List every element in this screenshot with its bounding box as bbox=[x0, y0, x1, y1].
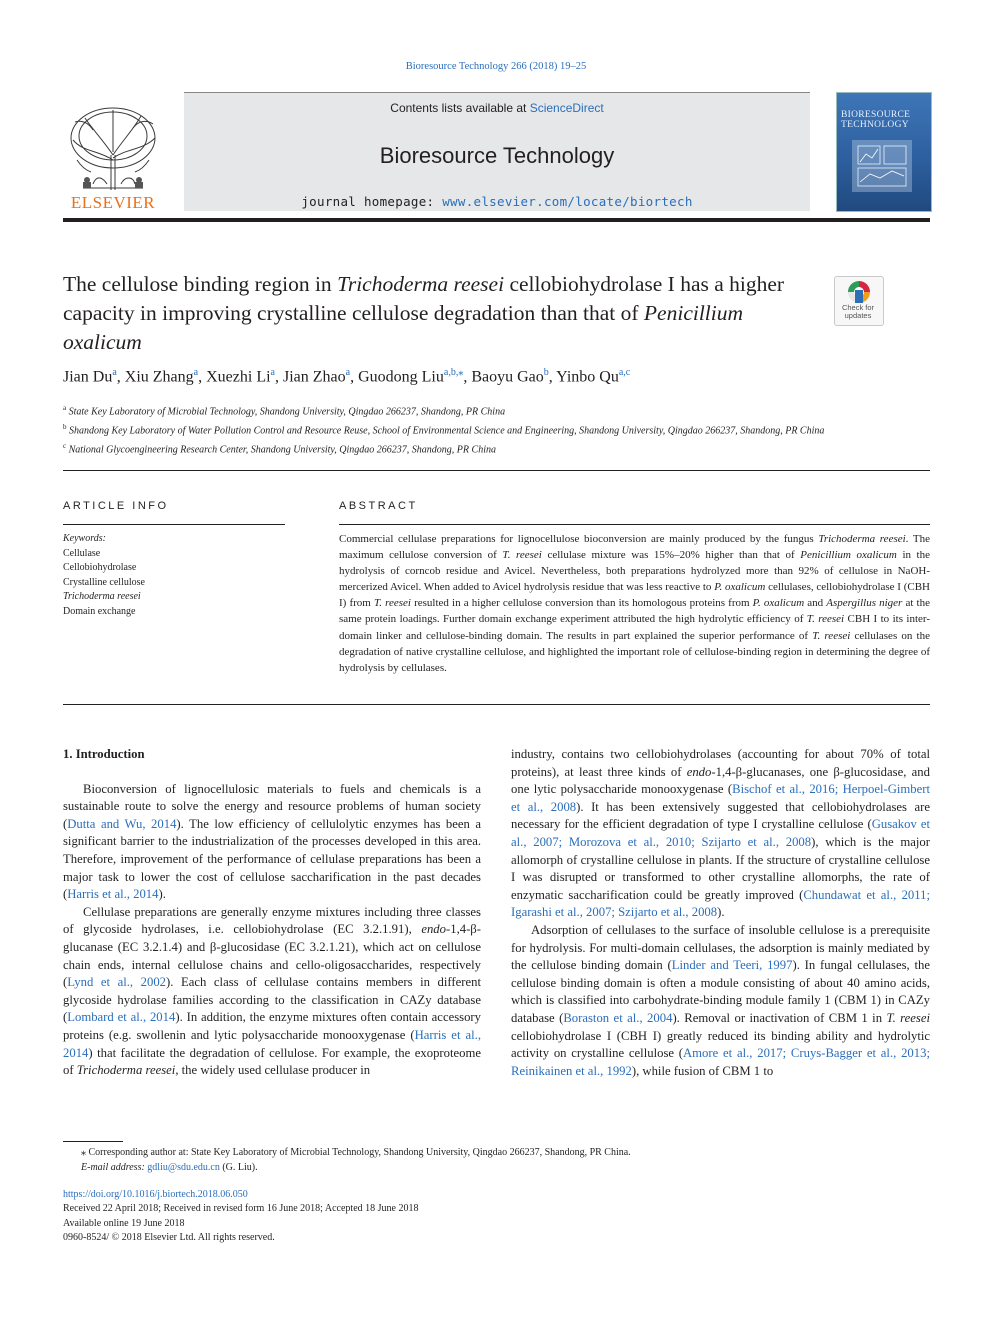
italic-run: Trichoderma reesei bbox=[818, 533, 906, 545]
author-name[interactable]: Xiu Zhang bbox=[124, 368, 194, 386]
text-run: cellulase mixture was 15%–20% higher than that of bbox=[541, 549, 801, 562]
body-column-right bbox=[511, 746, 930, 1080]
affiliation-text: National Glycoengineering Research Center, Shandong University, Qingdao 266237, Shandong, PR China bbox=[66, 443, 496, 455]
italic-run: endo bbox=[686, 764, 712, 779]
author-list bbox=[63, 367, 930, 386]
italic-run: endo bbox=[421, 922, 446, 937]
affiliation-item bbox=[63, 439, 843, 458]
sciencedirect-link[interactable]: ScienceDirect bbox=[529, 101, 604, 115]
text-run: ) that facilitate the degradation of cellulose. For example, the exoproteome of bbox=[63, 1045, 481, 1078]
text-run: at the same protein loadings. Further domain exchange experiment attributed the high hydrolytic efficiency of bbox=[339, 597, 930, 626]
cover-title: BIORESOURCE TECHNOLOGY bbox=[841, 110, 911, 130]
text-run: resulted in a higher cellulose conversion than its homologous proteins from bbox=[410, 597, 753, 610]
homepage-prefix: journal homepage: bbox=[301, 194, 443, 209]
author-affiliation-marker[interactable]: a bbox=[270, 367, 275, 378]
title-part-a: The cellulose binding region in bbox=[63, 272, 338, 296]
author-separator: , bbox=[350, 368, 359, 386]
text-run: , the widely used cellulase producer in bbox=[175, 1063, 371, 1078]
cover-graphic bbox=[852, 140, 912, 192]
intro-paragraph-2-continued bbox=[511, 746, 930, 922]
article-info-heading: ARTICLE INFO bbox=[63, 500, 169, 512]
text-run: ), which is the major allomorph of crystalline cellulose in plants. If the structure of crystalline cellulose I was disrupted or transformed to other crystalline allomorphs, the rate of enzymatic saccharification could be greatly improved ( bbox=[511, 834, 930, 902]
text-run: Commercial cellulase preparations for lignocellulose bioconversion are mainly produced by the fungus bbox=[339, 533, 819, 545]
text-run: ). Removal or inactivation of CBM 1 in bbox=[672, 1010, 887, 1025]
available-online: Available online 19 June 2018 bbox=[63, 1217, 185, 1229]
text-run: ), while fusion of CBM 1 to bbox=[631, 1063, 774, 1078]
affiliation-key: b bbox=[63, 422, 67, 431]
abstract-heading: ABSTRACT bbox=[339, 500, 418, 512]
header-rule bbox=[63, 218, 930, 222]
author-affiliation-marker[interactable]: a bbox=[345, 367, 351, 378]
contents-available-line bbox=[184, 101, 810, 115]
affiliation-key: a bbox=[63, 404, 67, 412]
check-for-updates-label: Check for updates bbox=[841, 303, 875, 320]
affiliation-text: Shandong Key Laboratory of Water Pollution Control and Resource Reuse, School of Environmental Science and Engineering, Shandong University, Qingdao 266237, Shandong, PR China bbox=[66, 425, 825, 437]
copyright-line: 0960-8524/ © 2018 Elsevier Ltd. All rights reserved. bbox=[63, 1231, 275, 1243]
text-run: Adsorption of cellulases to the surface of insoluble cellulose is a prerequisite for hydrolysis. For multi-domain cellulases, the adsorption is mainly mediated by the cellulose binding domain ( bbox=[511, 922, 930, 973]
author-name[interactable]: Jian Du bbox=[63, 368, 113, 386]
italic-run: T. reesei bbox=[806, 613, 845, 626]
citation-link[interactable]: Harris et al., 2014 bbox=[67, 887, 159, 902]
citation-link[interactable]: Amore et al., 2017; Cruys-Bagger et al., 2013; Reinikainen et al., 1992 bbox=[511, 1046, 930, 1078]
text-run: ). The low efficiency of cellulolytic enzymes has been a significant barrier to the industrialization of the processes developed in this area. Therefore, improvement of the performance of cellulase preparations has been a major task to lower the cost of cellulose saccharification in the past decades ( bbox=[63, 816, 481, 902]
intro-paragraph-1 bbox=[63, 781, 481, 904]
keyword: Trichoderma reesei bbox=[63, 591, 141, 602]
affiliation-text: State Key Laboratory of Microbial Technology, Shandong University, Qingdao 266237, Shandong, PR China bbox=[66, 406, 506, 418]
italic-run: P. oxalicum bbox=[752, 597, 805, 610]
citation-link[interactable]: Dutta and Wu, 2014 bbox=[67, 816, 177, 831]
affiliation-item bbox=[63, 401, 843, 420]
author-name[interactable]: Xuezhi Li bbox=[206, 368, 271, 386]
author-separator: , bbox=[548, 368, 557, 386]
keyword: Domain exchange bbox=[63, 605, 136, 617]
homepage-link[interactable]: www.elsevier.com/locate/biortech bbox=[442, 194, 693, 209]
citation-link[interactable]: Lynd et al., 2002 bbox=[67, 975, 167, 990]
text-run: CBH I to its inter-domain linker and cellulose-binding domain. The results in part explained the superior performance of bbox=[339, 613, 930, 642]
journal-citation-link[interactable]: Bioresource Technology 266 (2018) 19–25 bbox=[405, 61, 587, 72]
title-species-1: Trichoderma reesei bbox=[337, 272, 505, 296]
text-run: ). In addition, the enzyme mixtures often contain accessory proteins (e.g. swollenin and lytic polysaccharide monooxygenase ( bbox=[63, 1010, 481, 1042]
author-separator: , bbox=[116, 368, 125, 386]
email-line bbox=[63, 1160, 930, 1175]
author-affiliation-marker[interactable]: a bbox=[112, 367, 117, 378]
email-link[interactable]: gdliu@sdu.edu.cn bbox=[147, 1162, 220, 1173]
italic-run: T. reesei bbox=[812, 629, 851, 642]
text-run: ). bbox=[158, 887, 166, 902]
text-run: in the hydrolysis of corncob residue and Avicel. Nevertheless, both preparations hydrolyzed more than 92% of cellulose in NaOH-mercerized Avicel. When added to Avicel hydrolysis residue that was less reactive to bbox=[339, 549, 930, 594]
text-run: cellulases on the degradation of native crystalline cellulose, and highlighted the important role of cellulose-binding region in determining the degree of hydrolysis by cellulases. bbox=[339, 629, 930, 674]
author-separator: , bbox=[198, 368, 207, 386]
author-affiliation-marker[interactable]: a,b,⁎ bbox=[443, 367, 464, 378]
italic-run: T. reesei bbox=[502, 549, 542, 562]
text-run: . The maximum cellulose conversion of bbox=[339, 533, 930, 562]
journal-homepage-line bbox=[184, 194, 810, 209]
citation-link[interactable]: Chundawat et al., 2011; Igarashi et al., 2007; Szijarto et al., 2008 bbox=[511, 887, 930, 920]
email-label: E-mail address: bbox=[81, 1162, 148, 1173]
journal-name: Bioresource Technology bbox=[379, 143, 615, 168]
author-name[interactable]: Guodong Liu bbox=[358, 368, 444, 386]
section-heading-introduction: 1. Introduction bbox=[63, 747, 145, 761]
keywords-label: Keywords: bbox=[63, 533, 106, 544]
keyword: Cellulase bbox=[63, 547, 101, 559]
article-title bbox=[63, 270, 823, 357]
text-run: -1,4-β-glucanases, one β-glucosidase, and one lytic polysaccharide monooxygenase ( bbox=[511, 764, 930, 797]
author-affiliation-marker[interactable]: a,c bbox=[618, 367, 631, 378]
affiliation-item bbox=[63, 420, 843, 439]
citation-link[interactable]: Lombard et al., 2014 bbox=[67, 1010, 176, 1025]
intro-paragraph-3 bbox=[511, 922, 930, 1080]
keywords-block bbox=[63, 532, 285, 619]
citation-link[interactable]: Linder and Teeri, 1997 bbox=[671, 958, 793, 973]
abstract-end-rule bbox=[63, 704, 930, 705]
article-info-rule bbox=[63, 524, 285, 525]
abstract-text bbox=[339, 531, 930, 676]
citation-link[interactable]: Harris et al., 2014 bbox=[63, 1027, 481, 1060]
received-dates: Received 22 April 2018; Received in revised form 16 June 2018; Accepted 18 June 2018 bbox=[63, 1203, 419, 1215]
elsevier-wordmark: ELSEVIER bbox=[70, 193, 156, 212]
affiliation-key: c bbox=[63, 441, 67, 450]
italic-run: P. oxalicum bbox=[714, 581, 766, 594]
affiliations bbox=[63, 401, 843, 457]
italic-run: Penicillium oxalicum bbox=[800, 549, 897, 562]
doi-link[interactable]: https://doi.org/10.1016/j.biortech.2018.06.050 bbox=[63, 1189, 248, 1200]
author-separator: , bbox=[274, 368, 283, 386]
text-run: ). It has been extensively suggested that cellobiohydrolases are necessary for the efficient degradation of type I crystalline cellulose ( bbox=[511, 799, 930, 832]
contents-prefix: Contents lists available at bbox=[390, 101, 530, 115]
italic-run: Trichoderma reesei bbox=[76, 1063, 176, 1078]
author-name[interactable]: Yinbo Qu bbox=[556, 368, 619, 386]
text-run: cellobiohydrolase I (CBH I) greatly reduced its binding ability and hydrolytic activity on crystalline cellulose ( bbox=[511, 1028, 930, 1061]
email-suffix: (G. Liu). bbox=[219, 1162, 258, 1173]
author-affiliation-marker[interactable]: b bbox=[543, 367, 549, 378]
author-separator: , bbox=[463, 368, 472, 386]
text-run: ). bbox=[717, 905, 725, 920]
text-run: Cellulase preparations are generally enzyme mixtures including three classes of glycoside hydrolases, i.e. cellobiohydrolase (EC 3.2.1.91), bbox=[63, 904, 481, 937]
abstract-rule bbox=[339, 524, 930, 525]
italic-run: T. reesei bbox=[373, 597, 411, 610]
bibliographic-info bbox=[63, 1188, 930, 1245]
citation-link[interactable]: Bischof et al., 2016; Herpoel-Gimbert et al., 2008 bbox=[511, 782, 930, 814]
text-run: and bbox=[804, 597, 827, 610]
text-run: Bioconversion of lignocellulosic materials to fuels and chemicals is a sustainable route to solve the energy and resource problems of human society ( bbox=[63, 781, 481, 831]
footnote-rule bbox=[63, 1141, 123, 1142]
text-run: -1,4-β-glucanase (EC 3.2.1.4) and β-glucosidase (EC 3.2.1.21), which act on cellulose chain ends, internal cellulose chains and cello-oligosaccharides, respectively ( bbox=[63, 922, 481, 990]
text-run: cellulases, cellobiohydrolase I (CBH I) from bbox=[339, 581, 931, 610]
author-name[interactable]: Baoyu Gao bbox=[471, 368, 544, 386]
text-run: ). In fungal cellulases, the cellulose binding domain is often a module consisting of about 40 amino acids, which is classified into carbohydrate-binding module family 1 (CBM 1) in CAZy database ( bbox=[511, 958, 930, 1025]
affiliation-rule bbox=[63, 470, 930, 471]
title-part-b: cellobiohydrolase I has a higher capacity in improving crystalline cellulose degradation than that of bbox=[63, 272, 785, 325]
keyword: Cellobiohydrolase bbox=[63, 562, 137, 573]
body-column-left bbox=[63, 746, 481, 1080]
italic-run: T. reesei bbox=[886, 1010, 930, 1025]
intro-paragraph-2 bbox=[63, 904, 481, 1080]
title-species-2: Penicillium oxalicum bbox=[63, 301, 744, 354]
italic-run: Aspergillus niger bbox=[826, 597, 903, 610]
author-name[interactable]: Jian Zhao bbox=[282, 368, 346, 386]
keyword: Crystalline cellulose bbox=[63, 576, 145, 588]
corresponding-author-note: ⁎ Corresponding author at: State Key Laboratory of Microbial Technology, Shandong University, Qingdao 266237, Shandong, PR China. bbox=[81, 1147, 631, 1158]
text-run: ). Each class of cellulase contains members in different glycoside hydrolase families according to the classification in CAZy database ( bbox=[63, 975, 481, 1025]
author-affiliation-marker[interactable]: a bbox=[193, 367, 199, 378]
citation-link[interactable]: Boraston et al., 2004 bbox=[563, 1010, 673, 1025]
citation-link[interactable]: Gusakov et al., 2007; Morozova et al., 2010; Szijarto et al., 2008 bbox=[511, 817, 930, 849]
text-run: industry, contains two cellobiohydrolases (accounting for about 70% of total proteins), at least three kinds of bbox=[511, 747, 930, 779]
footnotes bbox=[63, 1145, 930, 1175]
